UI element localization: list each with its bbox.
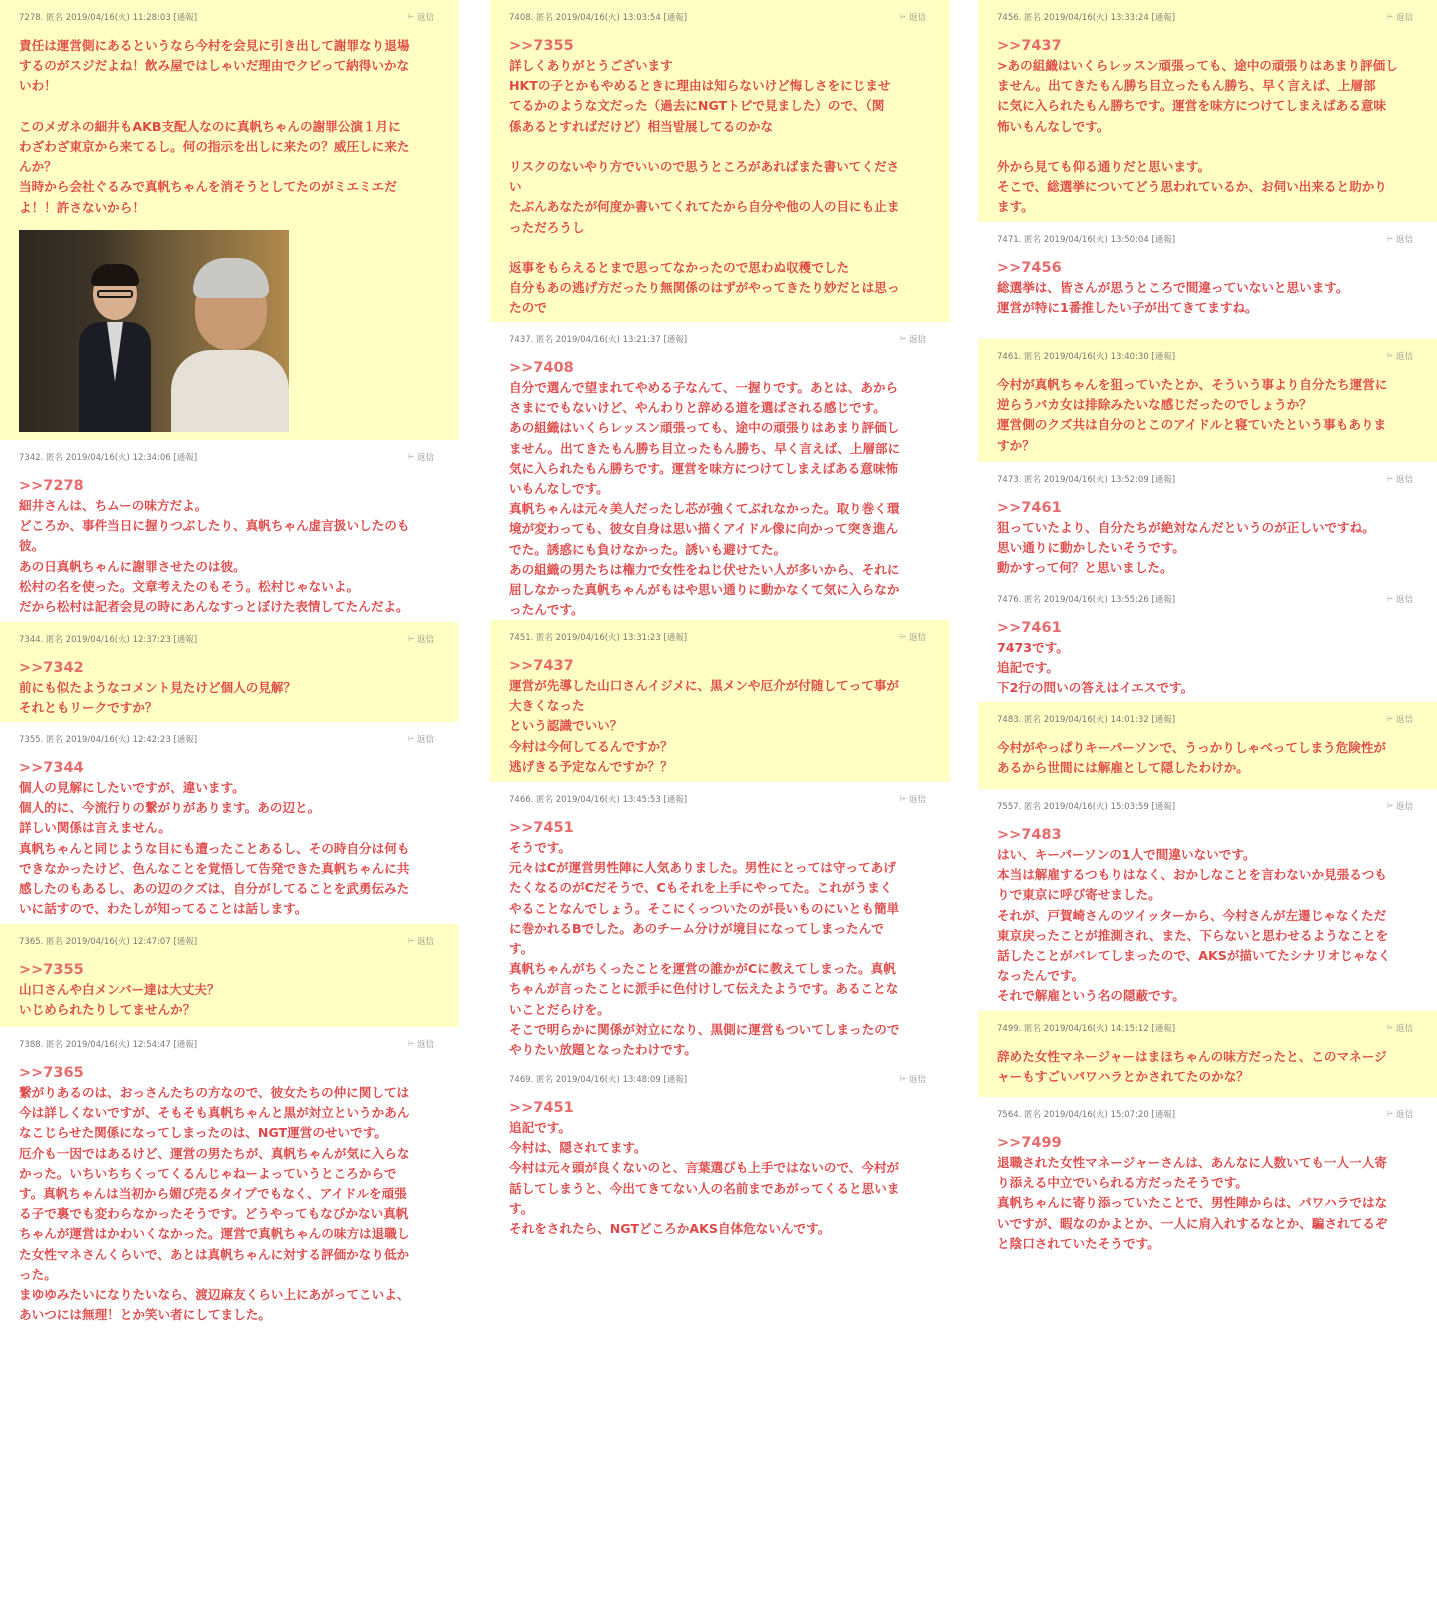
- comment-text-line: 松村の名を使った。文章考えたのもそう。松村じゃないよ。: [19, 578, 360, 594]
- comment-text-line: なったんです。: [997, 968, 1085, 984]
- reply-label: 返信: [416, 1040, 434, 1050]
- comment-text-line: それが、戸賀崎さんのツイッターから、今村さんが左遷じゃなくただ: [997, 907, 1387, 923]
- comment-text-line: 詳しくありがとうございます: [509, 58, 673, 73]
- reply-icon: ⌲: [407, 452, 414, 461]
- reply-button[interactable]: [1387, 800, 1413, 812]
- comment-text-line: ちゃんが言ったことに派手に色付けして伝えたようです。あることな: [509, 981, 899, 997]
- reply-button[interactable]: [408, 11, 434, 23]
- comment-text-line: 屈しなかった真帆ちゃんがもはや思い通りに動かなくて気に入らなか: [509, 582, 900, 598]
- reply-anchor-link[interactable]: >>7483: [997, 827, 1062, 843]
- comment-post: [0, 622, 458, 722]
- comment-text-line: に気に入られたもん勝ちです。運営を味方につけてしまえばある意味: [997, 98, 1387, 114]
- comment-text-line: ちゃんが運営はかわいくなかった。運営で真帆ちゃんの味方は退職し: [19, 1226, 410, 1242]
- comment-text-line: 気に入られたもん勝ちです。運営を味方につけてしまえばある意味怖: [509, 460, 899, 476]
- comment-text-line: 詳しい関係は言えません。: [19, 820, 171, 836]
- comment-text-line: 今村は元々頭が良くないのと、言葉選びも上手ではないので、今村が: [509, 1160, 900, 1176]
- comment-text-line: 真帆ちゃんに寄り添っていたことで、男性陣からは、パワハラではな: [997, 1195, 1388, 1211]
- comment-post: [978, 222, 1437, 339]
- comment-post: [978, 462, 1437, 582]
- comment-text-line: 話したことがバレてしまったので、AKSが描いてたシナリオじゃなく: [997, 948, 1391, 964]
- comment-text-line: [19, 97, 444, 117]
- reply-icon: ⌲: [1386, 12, 1393, 21]
- comment-text-line: 厄介も一因ではあるけど、運営の男たちが、真帆ちゃんが気に入らな: [19, 1145, 410, 1161]
- reply-label: 返信: [1395, 475, 1413, 485]
- reply-button[interactable]: [900, 11, 926, 23]
- comment-text-line: [509, 137, 936, 157]
- comment-post: [0, 0, 458, 440]
- comment-text-line: 今村は今何してるんですか？: [509, 738, 673, 754]
- comment-text-line: す。: [509, 1200, 534, 1216]
- comment-text-line: てるかのような文だった（過去にNGTトピで見ました）ので、（関: [509, 98, 885, 114]
- comment-text-line: 今は詳しくないですが、そもそも真帆ちゃんと黒が対立というかあん: [19, 1105, 410, 1121]
- comment-text-line: 今村が真帆ちゃんを狙っていたとか、そういう事より自分たち運営に: [997, 377, 1388, 392]
- comment-text-line: た女性マネさんくらいで、あとは真帆ちゃんに対する評価かなり低か: [19, 1246, 410, 1262]
- comment-meta: 7564. 匿名 2019/04/16(火) 15:07:20 [通報]: [997, 1110, 1176, 1120]
- comment-text-line: ャーもすごいパワハラとかされてたのかな？: [997, 1069, 1249, 1085]
- reply-icon: ⌲: [1386, 474, 1393, 483]
- comment-text-line: 総選挙は、皆さんが思うところで間違っていないと思います。: [997, 280, 1349, 295]
- reply-label: 返信: [908, 633, 926, 643]
- reply-button[interactable]: [408, 451, 434, 463]
- comment-post: [0, 924, 458, 1027]
- reply-label: 返信: [908, 13, 926, 23]
- reply-button[interactable]: [408, 935, 434, 947]
- comment-text-line: 話してしまうと、今出てきてない人の名前まであがってくると思いま: [509, 1180, 900, 1196]
- comment-text-line: リスクのないやり方でいいので思うところがあればまた書いてくださ: [509, 159, 900, 174]
- comment-text-line: 動かすって何？と思いました。: [997, 560, 1173, 576]
- comment-text-line: 係あるとすればだけど）相当발展してるのかな: [509, 118, 774, 134]
- comment-text-line: 真帆ちゃんは元々美人だったし芯が強くてぶれなかった。取り巻く環: [509, 501, 900, 517]
- reply-button[interactable]: [1387, 1022, 1413, 1034]
- comment-text-line: いわ！: [19, 78, 57, 94]
- comment-text-line: 真帆ちゃんと同じような目にも遭ったことあるし、その時自分は何も: [19, 840, 410, 856]
- comment-text-line: んか？: [19, 159, 57, 175]
- reply-button[interactable]: [1387, 473, 1413, 485]
- comment-text-line: 前にも似たようなコメント見たけど個人の見解？: [19, 680, 297, 695]
- reply-anchor-link[interactable]: >>7278: [19, 478, 84, 494]
- comment-text-line: る子で裏でも変わらなかったそうです。どうやってもなびかない真帆: [19, 1206, 409, 1222]
- comment-post: [978, 1011, 1437, 1097]
- reply-button[interactable]: [1387, 713, 1413, 725]
- comment-text-line: りで東京に呼び寄せました。: [997, 887, 1161, 903]
- comment-meta: 7461. 匿名 2019/04/16(火) 13:40:30 [通報]: [997, 352, 1176, 362]
- reply-label: 返信: [1395, 595, 1413, 605]
- reply-label: 返信: [416, 13, 434, 23]
- comment-text-line: 追記です。: [997, 660, 1059, 676]
- reply-icon: ⌲: [899, 794, 906, 803]
- reply-icon: ⌲: [1386, 234, 1393, 243]
- comment-text-line: 山口さんや白メンバー達は大丈夫？: [19, 982, 220, 997]
- reply-label: 返信: [1395, 1024, 1413, 1034]
- comment-meta: 7355. 匿名 2019/04/16(火) 12:42:23 [通報]: [19, 735, 198, 745]
- attached-photo[interactable]: [19, 230, 289, 432]
- reply-label: 返信: [1395, 802, 1413, 812]
- comment-text-line: ったんです。: [509, 602, 584, 618]
- reply-anchor-link[interactable]: >>7456: [997, 260, 1062, 276]
- reply-button[interactable]: [408, 633, 434, 645]
- comment-text-line: 自分もあの逃げ方だったり無関係のはずがやってきたり妙だとは思っ: [509, 280, 900, 296]
- comment-text-line: 今村は、隠されてます。: [509, 1140, 647, 1156]
- reply-icon: ⌲: [899, 334, 906, 343]
- comment-text-line: [509, 238, 936, 258]
- comment-text-line: >あの組織はいくらレッスン頑張っても、途中の頑張りはあまり評価し: [997, 58, 1398, 73]
- reply-button[interactable]: [900, 1073, 926, 1085]
- comment-text-line: 個人的に、今流行りの繋がりがあります。あの辺と。: [19, 800, 321, 816]
- comment-text-line: あの組織の男たちは権力で女性をねじ伏せたい人が多いから、それに: [509, 561, 900, 577]
- comment-text-line: す。: [509, 941, 534, 957]
- reply-icon: ⌲: [899, 1074, 906, 1083]
- comment-text-line: ます。: [997, 199, 1034, 215]
- comment-meta: 7342. 匿名 2019/04/16(火) 12:34:06 [通報]: [19, 453, 198, 463]
- comment-text-line: でた。誘惑にも負けなかった。誘いも避けてた。: [509, 541, 787, 557]
- comment-text-line: 個人の見解にしたいですが、違います。: [19, 780, 245, 795]
- comment-post: [978, 339, 1437, 462]
- reply-icon: ⌲: [1386, 801, 1393, 810]
- reply-label: 返信: [416, 735, 434, 745]
- comment-text-line: と陰口されていたそうです。: [997, 1235, 1160, 1251]
- reply-label: 返信: [416, 453, 434, 463]
- comment-text-line: やることなんでしょう。そこにくっついたのが長いものにいとも簡単: [509, 900, 900, 916]
- reply-button[interactable]: [1387, 350, 1413, 362]
- comment-text-line: そこで、総選挙についてどう思われているか、お伺い出来ると助かり: [997, 179, 1387, 195]
- comment-post: [490, 620, 950, 782]
- comment-text-line: 狙っていたより、自分たちが絶対なんだというのが正しいですね。: [997, 520, 1375, 535]
- comment-text-line: に巻かれるBでした。あのチーム分けが境目になってしまったんで: [509, 920, 884, 936]
- comment-text-line: あの組織はいくらレッスン頑張っても、途中の頑張りはあまり評価し: [509, 420, 900, 436]
- comment-text-line: 思い通りに動かしたいそうです。: [997, 540, 1185, 556]
- comment-text-line: という認識でいい？: [509, 718, 623, 734]
- comment-text-line: かった。いちいちちくってくるんじゃねーよっていうところからで: [19, 1165, 397, 1181]
- comment-post: [490, 1062, 950, 1262]
- comment-meta: 7469. 匿名 2019/04/16(火) 13:48:09 [通報]: [509, 1075, 688, 1085]
- comment-text-line: 自分で選んで望まれてやめる子なんて、一握りです。あとは、あから: [509, 380, 899, 395]
- comment-text-line: 7473です。: [997, 640, 1069, 655]
- comment-text-line: すか？: [997, 437, 1035, 453]
- reply-button[interactable]: [1387, 593, 1413, 605]
- comment-text-line: HKTの子とかもやめるときに理由は知らないけど悔しさをにじませ: [509, 78, 891, 94]
- reply-label: 返信: [416, 937, 434, 947]
- comment-text-line: 大きくなった: [509, 698, 585, 714]
- comment-meta: 7499. 匿名 2019/04/16(火) 14:15:12 [通報]: [997, 1024, 1176, 1034]
- reply-label: 返信: [416, 635, 434, 645]
- comment-text-line: そうです。: [509, 840, 571, 855]
- comment-meta: 7456. 匿名 2019/04/16(火) 13:33:24 [通報]: [997, 13, 1176, 23]
- comment-text-line: このメガネの細井もAKB支配人なのに真帆ちゃんの謝罪公演１月に: [19, 118, 401, 134]
- comment-post: [490, 322, 950, 620]
- comment-text-line: ません。出てきたもん勝ち目立ったもん勝ち、早く言えば、上層部: [997, 78, 1376, 94]
- comment-text-line: い: [509, 179, 522, 195]
- comment-text-line: ません。出てきたもん勝ち目立ったもん勝ち、早く言えば、上層部に: [509, 440, 901, 456]
- comment-text-line: 逆らうバカ女は排除みたいな感じだったのでしょうか？: [997, 397, 1312, 413]
- reply-label: 返信: [1395, 1110, 1413, 1120]
- reply-icon: ⌲: [407, 1039, 414, 1048]
- reply-button[interactable]: [900, 631, 926, 643]
- comment-text-line: 元々はCが運営男性陣に人気ありました。男性にとっては守ってあげ: [509, 860, 896, 876]
- comment-text-line: 運営側のクズ共は自分のとこのアイドルと寝ていたという事もありま: [997, 417, 1387, 433]
- comment-text-line: [997, 137, 1423, 157]
- comment-text-line: わざわざ東京から来てるし。何の指示を出しに来たの？威圧しに来た: [19, 139, 410, 154]
- comment-text-line: あるから世間には解雇として隠したわけか。: [997, 760, 1249, 776]
- comment-text-line: 下2行の問いの答えはイエスです。: [997, 680, 1194, 696]
- comment-post: [978, 789, 1437, 1011]
- comment-text-line: いもんなしです。: [509, 481, 609, 497]
- reply-anchor-link[interactable]: >>7451: [509, 1100, 574, 1116]
- comment-text-line: す。真帆ちゃんは当初から媚び売るタイプでもなく、アイドルを頑張: [19, 1186, 407, 1202]
- reply-button[interactable]: [900, 793, 926, 805]
- comment-text-line: できなかったけど、色んなことを覚悟して告発できた真帆ちゃんに共: [19, 860, 410, 876]
- comment-meta: 7471. 匿名 2019/04/16(火) 13:50:04 [通報]: [997, 235, 1176, 245]
- comment-post: [978, 1097, 1437, 1257]
- comment-meta: 7476. 匿名 2019/04/16(火) 13:55:26 [通報]: [997, 595, 1176, 605]
- comment-text-line: いじめられたりしてませんか？: [19, 1002, 196, 1018]
- reply-button[interactable]: [1387, 11, 1413, 23]
- comment-post: [978, 582, 1437, 702]
- reply-anchor-link[interactable]: >>7499: [997, 1135, 1062, 1151]
- comment-post: [978, 0, 1437, 222]
- comment-text-line: さまにでもないけど、やんわりと辞める道を選ばされる感じです。: [509, 400, 886, 416]
- comment-meta: 7466. 匿名 2019/04/16(火) 13:45:53 [通報]: [509, 795, 688, 805]
- thread-column-middle: [490, 0, 950, 1262]
- reply-icon: ⌲: [1386, 594, 1393, 603]
- comment-text-line: それで解雇という名の隠蔽です。: [997, 988, 1185, 1004]
- reply-anchor-link[interactable]: >>7344: [19, 760, 84, 776]
- comment-text-line: 返事をもらえるとまで思ってなかったので思わぬ収穫でした: [509, 260, 850, 275]
- comment-text-line: 東京戻ったことが推測され、また、下らないと思わせるようなことを: [997, 927, 1389, 943]
- comment-post: [978, 702, 1437, 789]
- reply-button[interactable]: [1387, 233, 1413, 245]
- comment-text-line: たので: [509, 300, 547, 316]
- reply-icon: ⌲: [1386, 714, 1393, 723]
- comment-text-line: 繋がりあるのは、おっさんたちの方なので、彼女たちの仲に関しては: [19, 1085, 410, 1100]
- comment-text-line: はい、キーパーソンの1人で間違いないです。: [997, 847, 1256, 862]
- comment-text-line: 彼。: [19, 538, 45, 554]
- comment-text-line: り添える中立でいられる方だったそうです。: [997, 1175, 1248, 1191]
- comment-text-line: 責任は運営側にあるというなら今村を会見に引き出して謝罪なり退場: [19, 38, 410, 53]
- comment-post: [0, 1027, 458, 1327]
- comment-text-line: いことだらけを。: [509, 1001, 610, 1017]
- reply-anchor-link[interactable]: >>7365: [19, 1065, 84, 1081]
- comment-text-line: いに話すので、わたしが知ってることは話します。: [19, 901, 308, 917]
- comment-meta: 7557. 匿名 2019/04/16(火) 15:03:59 [通報]: [997, 802, 1176, 812]
- reply-button[interactable]: [900, 333, 926, 345]
- comment-text-line: 運営が先導した山口さんイジメに、黒メンや厄介が付随してって事が: [509, 678, 900, 693]
- comment-text-line: たぶんあなたが何度か書いてくれてたから自分や他の人の目にも止ま: [509, 199, 900, 215]
- reply-label: 返信: [1395, 715, 1413, 725]
- reply-anchor-link[interactable]: >>7437: [509, 658, 574, 674]
- reply-button[interactable]: [408, 733, 434, 745]
- comment-text-line: よ！！許さないから！: [19, 199, 145, 215]
- reply-label: 返信: [1395, 352, 1413, 362]
- reply-label: 返信: [908, 795, 926, 805]
- reply-icon: ⌲: [407, 734, 414, 743]
- reply-anchor-link[interactable]: >>7342: [19, 660, 84, 676]
- comment-text-line: やりたい放題となったわけです。: [509, 1042, 697, 1058]
- comment-meta: 7344. 匿名 2019/04/16(火) 12:37:23 [通報]: [19, 635, 198, 645]
- thread-column-right: [978, 0, 1437, 1257]
- reply-icon: ⌲: [407, 12, 414, 21]
- comment-text-line: どころか、事件当日に握りつぶしたり、真帆ちゃん虚言扱いしたのも: [19, 518, 410, 534]
- reply-icon: ⌲: [407, 936, 414, 945]
- comment-meta: 7437. 匿名 2019/04/16(火) 13:21:37 [通報]: [509, 335, 688, 345]
- comment-text-line: 外から見ても仰る通りだと思います。: [997, 159, 1211, 174]
- reply-anchor-link[interactable]: >>7437: [997, 38, 1062, 54]
- comment-meta: 7388. 匿名 2019/04/16(火) 12:54:47 [通報]: [19, 1040, 198, 1050]
- comment-text-line: 逃げきる予定なんですか？？: [509, 758, 673, 774]
- reply-icon: ⌲: [407, 634, 414, 643]
- comment-meta: 7365. 匿名 2019/04/16(火) 12:47:07 [通報]: [19, 937, 198, 947]
- reply-label: 返信: [908, 335, 926, 345]
- comment-post: [490, 782, 950, 1062]
- comment-text-line: っただろうし: [509, 219, 585, 235]
- comment-text-line: するのがスジだよね！飲み屋ではしゃいだ理由でクビって納得いかな: [19, 58, 410, 74]
- comment-meta: 7483. 匿名 2019/04/16(火) 14:01:32 [通報]: [997, 715, 1176, 725]
- comment-text-line: 退職された女性マネージャーさんは、あんなに人数いても一人一人寄: [997, 1155, 1387, 1170]
- reply-button[interactable]: [408, 1038, 434, 1050]
- reply-icon: ⌲: [899, 12, 906, 21]
- reply-anchor-link[interactable]: >>7461: [997, 620, 1062, 636]
- comment-post: [0, 440, 458, 622]
- reply-icon: ⌲: [1386, 1023, 1393, 1032]
- comment-post: [490, 0, 950, 322]
- comment-text-line: だから松村は記者会見の時にあんなすっとぼけた表情してたんだよ。: [19, 599, 409, 615]
- comment-meta: 7278. 匿名 2019/04/16(火) 11:28:03 [通報]: [19, 13, 198, 23]
- reply-label: 返信: [1395, 13, 1413, 23]
- reply-icon: ⌲: [1386, 1109, 1393, 1118]
- reply-button[interactable]: [1387, 1108, 1413, 1120]
- comment-meta: 7408. 匿名 2019/04/16(火) 13:03:54 [通報]: [509, 13, 688, 23]
- reply-label: 返信: [1395, 235, 1413, 245]
- comment-text-line: 今村がやっぱりキーパーソンで、うっかりしゃべってしまう危険性が: [997, 740, 1387, 755]
- reply-anchor-link[interactable]: >>7461: [997, 500, 1062, 516]
- comment-post: [0, 722, 458, 924]
- comment-text-line: そこで明らかに関係が対立になり、黒側に運営もついてしまったので: [509, 1021, 900, 1037]
- comment-text-line: 当時から会社ぐるみで真帆ちゃんを消そうとしてたのがミエミエだ: [19, 179, 397, 195]
- comment-text-line: 怖いもんなしです。: [997, 118, 1110, 134]
- comment-text-line: 真帆ちゃんがちくったことを運営の誰かがCに教えてしまった。真帆: [509, 961, 896, 977]
- comment-text-line: 追記です。: [509, 1120, 571, 1135]
- comment-text-line: あいつには無理！とか笑い者にしてました。: [19, 1307, 271, 1323]
- comment-text-line: あの日真帆ちゃんに謝罪させたのは彼。: [19, 558, 246, 574]
- reply-anchor-link[interactable]: >>7451: [509, 820, 574, 836]
- comment-text-line: 本当は解雇するつもりはなく、おかしなことを言わないか見張るつも: [997, 867, 1387, 883]
- reply-anchor-link[interactable]: >>7355: [19, 962, 84, 978]
- comment-meta: 7451. 匿名 2019/04/16(火) 13:31:23 [通報]: [509, 633, 688, 643]
- comment-text-line: まゆゆみたいになりたいなら、渡辺麻友くらい上にあがってこいよ、: [19, 1287, 410, 1303]
- comment-meta: 7473. 匿名 2019/04/16(火) 13:52:09 [通報]: [997, 475, 1176, 485]
- comment-text-line: 感したのもあるし、あの辺のクズは、自分がしてることを武勇伝みた: [19, 881, 410, 897]
- comment-text-line: 辞めた女性マネージャーはまほちゃんの味方だったと、このマネージ: [997, 1049, 1387, 1064]
- reply-icon: ⌲: [899, 632, 906, 641]
- thread-column-left: [0, 0, 458, 1327]
- reply-anchor-link[interactable]: >>7408: [509, 360, 574, 376]
- comment-text-line: いですが、暇なのかよとか、一人に肩入れするなとか、騙されてるぞ: [997, 1215, 1388, 1231]
- comment-text-line: なこじらせた関係になってしまったのは、NGT運営のせいです。: [19, 1125, 387, 1141]
- comment-text-line: 運営が特に1番推したい子が出てきてますね。: [997, 300, 1258, 316]
- comment-text-line: それともリークですか？: [19, 700, 158, 716]
- reply-icon: ⌲: [1386, 351, 1393, 360]
- comment-text-line: たくなるのがCだそうで、Cもそれを上手にやってた。これがうまく: [509, 880, 893, 896]
- reply-anchor-link[interactable]: >>7355: [509, 38, 574, 54]
- comment-text-line: 境が変わっても、彼女自身は思い描くアイドル像に向かって突き進ん: [509, 521, 899, 537]
- comment-text-line: った。: [19, 1266, 57, 1282]
- reply-label: 返信: [908, 1075, 926, 1085]
- comment-text-line: 細井さんは、ちムーの味方だよ。: [19, 498, 208, 513]
- comment-text-line: それをされたら、NGTどころかAKS自体危ないんです。: [509, 1221, 831, 1237]
